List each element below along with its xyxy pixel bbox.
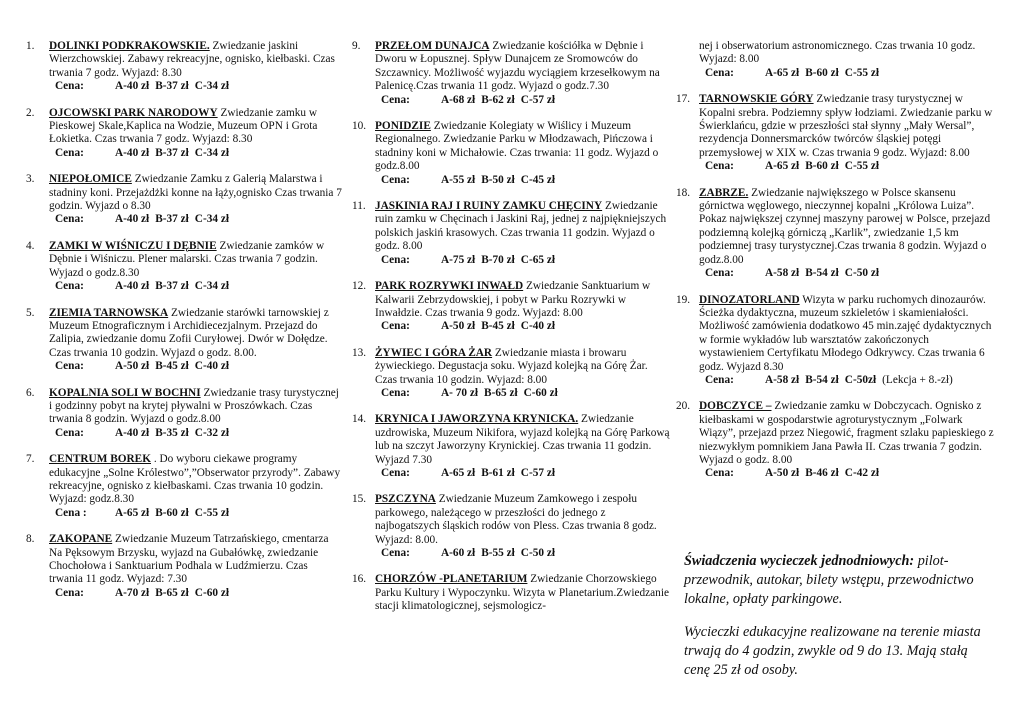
trip-title: ZIEMIA TARNOWSKA	[49, 306, 169, 319]
trip-item	[26, 173, 344, 227]
trip-item	[26, 240, 344, 294]
trip-price-row	[375, 320, 670, 333]
trip-description: Zwiedzanie Muzeum Zamkowego i zespołu parkowego, należącego w przeszłości do jednego z najbogatszych śląskich rodów von Pless. Czas trwania 8 godz. Wyjazd: 8.00.	[375, 493, 657, 546]
price-value: A-75 zł	[441, 253, 476, 266]
trip-item	[352, 413, 670, 480]
trip-price-row	[375, 174, 670, 187]
price-value: C-42 zł	[844, 467, 879, 480]
price-value: B-45 zł	[481, 320, 515, 333]
price-label: Cena:	[55, 80, 84, 93]
trip-price-row	[49, 360, 344, 373]
price-value: C-65 zł	[520, 253, 555, 266]
trip-price-row	[699, 374, 994, 387]
price-value: B-37 zł	[155, 213, 189, 226]
trip-title: PARK ROZRYWKI INWAŁD	[375, 280, 524, 293]
price-value: B-46 zł	[805, 467, 839, 480]
trip-item	[352, 493, 670, 560]
trip-price-row	[49, 427, 344, 440]
trip-title: NIEPOŁOMICE	[49, 173, 132, 186]
price-value: C-55 zł	[844, 66, 879, 79]
trip-title: PRZEŁOM DUNAJCA	[375, 40, 490, 52]
trip-item	[352, 120, 670, 187]
price-label: Cena:	[381, 320, 410, 333]
price-label: Cena:	[381, 547, 410, 559]
trip-price-row	[49, 80, 344, 93]
column-1	[26, 40, 344, 613]
price-value: C-60 zł	[194, 586, 229, 599]
trip-description: Zwiedzanie Muzeum Tatrzańskiego, cmentarza Na Pęksowym Brzysku, wyjazd na Gubałówkę, zwiedzanie Chochołowa i Sanktuarium Podhala w Ludźmierzu. Czas trwania 11 godz. Wyjazd: 7.30	[49, 533, 329, 586]
price-value: B-35 zł	[155, 426, 189, 439]
trip-description: Zwiedzanie starówki tarnowskiej z Muzeum Etnograficznym i Archidiecezjalnym. Przejazd do Zalipia, zwiedzanie domu Zofii Curyłowej. Dwór w Dołędze. Czas trwania 10 godzin. Wyjazd o godz. 8.00.	[49, 306, 329, 359]
trip-title: CHORZÓW -PLANETARIUM	[375, 573, 528, 586]
price-value: C-50 zł	[520, 547, 555, 559]
price-value: C-40 zł	[520, 320, 555, 333]
price-value: B-50 zł	[481, 173, 515, 186]
trip-title: ZAKOPANE	[49, 533, 113, 546]
trip-description: Zwiedzanie Chorzowskiego Parku Kultury i Wypoczynku. Wizyta w Planetarium.Zwiedzanie stacji klimatologicznej, sejsmologicz-	[375, 573, 669, 613]
trip-item	[26, 107, 344, 161]
trip-number: 4.	[26, 239, 35, 252]
trip-title: ZAMKI W WIŚNICZU I DĘBNIE	[49, 239, 217, 252]
trip-item	[676, 93, 994, 173]
trip-description: Wizyta w parku ruchomych dinozaurów. Ścieżka dydaktyczna, muzeum szkieletów i skamieniałości. Możliwość zamówienia dodatkowo 45 min.zajęć dydaktycznych w formie wykładów lub warsztatów zakończonych wystawieniem Certyfikatu Młodego Odkrywcy. Czas trwania 6 godz. Wyjazd 8.30	[699, 293, 992, 373]
trip-price-row	[49, 587, 344, 600]
trip-description: Zwiedzanie kościółka w Dębnie i Dworu w Łopusznej. Spływ Dunajcem ze Sromowców do Szczawnicy. Możliwość wyjazdu wyciągiem krzesełkowym na Palenicę.Czas trwania 11 godz. Wyjazd o godz.7.30	[375, 40, 660, 93]
price-label: Cena:	[55, 146, 84, 159]
price-value: B-65 zł	[484, 386, 518, 399]
price-value: A-58 zł	[765, 373, 800, 386]
price-value: A-50 zł	[115, 360, 150, 373]
price-extra: (Lekcja + 8.-zł)	[882, 373, 953, 386]
trip-price-row	[49, 507, 344, 520]
trip-number: 9.	[352, 40, 361, 52]
trip-title: ZABRZE.	[699, 186, 749, 199]
trip-title: KRYNICA I JAWORZYNA KRYNICKA.	[375, 413, 579, 426]
price-label: Cena:	[705, 373, 734, 386]
trip-title: KOPALNIA SOLI W BOCHNI	[49, 386, 201, 399]
trip-title: ŻYWIEC I GÓRA ŻAR	[375, 346, 493, 359]
price-label: Cena:	[705, 267, 734, 280]
trip-number: 11.	[352, 200, 366, 213]
price-label: Cena:	[381, 386, 410, 399]
column-3	[676, 40, 994, 494]
price-value: A-50 zł	[441, 320, 476, 333]
price-value: B-54 zł	[805, 373, 839, 386]
trip-number: 13.	[352, 346, 367, 359]
trip-price-row	[699, 160, 994, 173]
trip-price-row	[699, 267, 994, 280]
price-label: Cena:	[55, 280, 84, 293]
price-label: Cena:	[55, 213, 84, 226]
trip-number: 17.	[676, 93, 691, 106]
trip-description: Zwiedzanie jaskini Wierzchowskiej. Zabawy rekreacyjne, ognisko, kiełbaski. Czas trwania 7 godz. Wyjazd: 8.30	[49, 40, 335, 79]
trip-notes	[684, 552, 996, 694]
trip-number: 2.	[26, 106, 35, 119]
price-value: A-50 zł	[765, 467, 800, 480]
price-value: C-57 zł	[520, 466, 555, 479]
price-label: Cena:	[55, 426, 84, 439]
trip-price-row	[699, 67, 994, 80]
trip-price-row	[375, 547, 670, 560]
price-value: A-40 zł	[115, 80, 150, 93]
price-value: B-61 zł	[481, 466, 515, 479]
price-label: Cena:	[705, 66, 734, 79]
price-value: C-50 zł	[844, 267, 879, 280]
services-lead: Świadczenia wycieczek jednodniowych:	[684, 553, 915, 569]
price-value: C-55 zł	[844, 160, 879, 173]
price-value: A-65 zł	[441, 466, 476, 479]
price-value: B-60 zł	[805, 160, 839, 173]
trip-item	[676, 40, 994, 80]
price-value: B-62 zł	[481, 93, 515, 106]
price-label: Cena:	[381, 253, 410, 266]
trip-description: Zwiedzanie ruin zamku w Chęcinach i Jaskini Raj, jednej z najpiękniejszych polskich jaskiń krasowych. Czas trwania 11 godzin. Wyjazd o godz. 8.00	[375, 200, 667, 253]
trip-title: DOLINKI PODKRAKOWSKIE.	[49, 40, 210, 52]
trip-number: 18.	[676, 186, 691, 199]
price-value: C-60 zł	[523, 386, 558, 399]
price-label: Cena:	[381, 173, 410, 186]
trip-description: Zwiedzanie Sanktuarium w Kalwarii Zebrzydowskiej, i pobyt w Parku Rozrywki w Inwałdzie. Czas trwania 9 godz. Wyjazd: 8.00	[375, 280, 651, 319]
trip-number: 14.	[352, 413, 367, 426]
trip-description: Zwiedzanie Zamku z Galerią Malarstwa i stadniny koni. Przejażdżki konne na łąży,ognisko Czas trwania 7 godzin. Wyjazd o 8.30	[49, 173, 342, 213]
price-value: C-40 zł	[194, 360, 229, 373]
education-note: Wycieczki edukacyjne realizowane na terenie miasta trwają do 4 godzin, zwykle od 9 do 13. Mają stałą cenę 25 zł od osoby.	[684, 624, 981, 678]
trip-item	[26, 307, 344, 374]
price-value: A-58 zł	[765, 267, 800, 280]
price-value: C-34 zł	[194, 213, 229, 226]
price-value: C-45 zł	[520, 173, 555, 186]
trip-item	[352, 280, 670, 334]
trip-description: Zwiedzanie największego w Polsce skansenu górnictwa węglowego, nieczynnej kopalni „Królowa Luiza”. Pokaz największej czynnej maszyny parowej w Polsce, przejazd podziemną kolejką górniczą „Karlik”, zwiedzanie 1,5 km podziemnej trasy turystycznej.Czas trwania 8 godzin. Wyjazd o godz.8.00	[699, 186, 991, 266]
trip-price-row	[375, 254, 670, 267]
price-label: Cena:	[381, 93, 410, 106]
price-value: A-65 zł	[765, 160, 800, 173]
trip-item	[26, 40, 344, 94]
trip-number: 1.	[26, 40, 35, 52]
trip-description: Zwiedzanie uzdrowiska, Muzeum Nikifora, wyjazd kolejką na Górę Parkową lub na szczyt Jaworzyny Krynickiej. Czas trwania 11 godzin. Wyjazd 7.30	[375, 413, 670, 466]
trip-title: DINOZATORLAND	[699, 293, 800, 306]
trip-price-row	[49, 147, 344, 160]
trip-item	[26, 453, 344, 520]
trip-item	[676, 400, 994, 480]
trip-description: Zwiedzanie trasy turystycznej w Kopalni srebra. Podziemny spływ łodziami. Zwiedzanie parku w Świerklańcu, gdzie w przeszłości stał słynny „Mały Wersal”, rezydencja Donnersmarcków twórców śląskiej potęgi przemysłowej w XIX w. Czas trwania 9 godz. Wyjazd: 8.00	[699, 93, 993, 159]
trip-number: 7.	[26, 453, 35, 466]
price-value: C-50zł	[844, 373, 877, 386]
trip-item	[676, 294, 994, 388]
price-value: B-55 zł	[481, 547, 515, 559]
price-label: Cena:	[381, 466, 410, 479]
trip-number: 19.	[676, 293, 691, 306]
trip-number: 20.	[676, 400, 691, 413]
services-text: pilot-przewodnik, autokar, bilety wstępu, przewodnictwo lokalne, opłaty parkingowe.	[684, 553, 974, 607]
trip-description: Zwiedzanie zamku w Dobczycach. Ognisko z kiełbaskami w gospodarstwie agroturystycznym „Folwark Wiązy”, przejazd przez Niegowić, fragment szlaku papieskiego z niezwykłym pomnikiem Jana Pawła II. Czas trwania 7 godzin. Wyjazd o godz. 8.00	[699, 400, 994, 466]
price-value: B-45 zł	[155, 360, 189, 373]
price-value: C-55 zł	[194, 506, 229, 519]
price-value: C-34 zł	[194, 146, 229, 159]
trip-item	[352, 200, 670, 267]
price-value: A-40 zł	[115, 213, 150, 226]
price-value: B-65 zł	[155, 586, 189, 599]
price-value: C-34 zł	[194, 80, 229, 93]
trip-title: CENTRUM BOREK	[49, 453, 151, 466]
trip-number: 8.	[26, 533, 35, 546]
trip-description: Zwiedzanie zamków w Dębnie i Wiśniczu. Plener malarski. Czas trwania 7 godzin. Wyjazd o godz.8.30	[49, 239, 325, 279]
column-2	[352, 40, 670, 627]
price-value: A-40 zł	[115, 146, 150, 159]
trip-description: Zwiedzanie trasy turystycznej i godzinny pobyt na krytej pływalni w Proszówkach. Czas trwania 8 godzin. Wyjazd o godz.8.00	[49, 386, 339, 426]
trip-item	[352, 40, 670, 107]
trip-number: 5.	[26, 306, 35, 319]
trip-price-row	[375, 387, 670, 400]
trip-title: OJCOWSKI PARK NARODOWY	[49, 106, 218, 119]
trip-title: PSZCZYNA	[375, 493, 436, 506]
price-label: Cena :	[55, 506, 87, 519]
price-label: Cena:	[705, 160, 734, 173]
trip-title: DOBCZYCE –	[699, 400, 772, 413]
price-label: Cena:	[55, 586, 84, 599]
price-value: C-57 zł	[520, 93, 555, 106]
price-value: B-37 zł	[155, 80, 189, 93]
price-value: A-40 zł	[115, 280, 150, 293]
price-value: A- 70 zł	[441, 386, 479, 399]
price-value: A-65 zł	[115, 506, 150, 519]
trip-item	[26, 533, 344, 600]
trip-title: TARNOWSKIE GÓRY	[699, 93, 814, 106]
price-value: C-34 zł	[194, 280, 229, 293]
trip-number: 16.	[352, 573, 367, 586]
trip-number: 6.	[26, 386, 35, 399]
price-value: B-60 zł	[155, 506, 189, 519]
trip-description: nej i obserwatorium astronomicznego. Czas trwania 10 godz. Wyjazd: 8.00	[699, 40, 976, 66]
price-value: A-55 zł	[441, 173, 476, 186]
price-label: Cena:	[705, 467, 734, 480]
trip-description: Zwiedzanie zamku w Pieskowej Skale,Kaplica na Wodzie, Muzeum OPN i Grota Łokietka. Czas trwania 7 godz. Wyjazd: 8.30	[49, 106, 318, 146]
trip-price-row	[49, 213, 344, 226]
trip-title: JASKINIA RAJ I RUINY ZAMKU CHĘCINY	[375, 200, 603, 213]
trip-price-row	[375, 467, 670, 480]
price-label: Cena:	[55, 360, 84, 373]
trip-price-row	[375, 94, 670, 107]
price-value: A-60 zł	[441, 547, 476, 559]
price-value: B-60 zł	[805, 66, 839, 79]
services-note	[684, 552, 996, 609]
trip-number: 3.	[26, 173, 35, 186]
trip-item	[676, 187, 994, 281]
price-value: B-37 zł	[155, 146, 189, 159]
price-value: B-54 zł	[805, 267, 839, 280]
price-value: B-70 zł	[481, 253, 515, 266]
trip-number: 15.	[352, 493, 367, 506]
price-value: A-70 zł	[115, 586, 150, 599]
trip-item	[352, 347, 670, 401]
price-value: A-68 zł	[441, 93, 476, 106]
price-value: C-32 zł	[194, 426, 229, 439]
price-value: A-40 zł	[115, 426, 150, 439]
trip-number: 12.	[352, 280, 367, 293]
trip-description: Zwiedzanie miasta i browaru żywieckiego. Degustacja soku. Wyjazd kolejką na Górę Żar. Czas trwania 10 godzin. Wyjazd: 8.00	[375, 346, 648, 386]
price-value: A-65 zł	[765, 66, 800, 79]
trip-price-row	[49, 280, 344, 293]
trip-item	[352, 573, 670, 613]
trip-title: PONIDZIE	[375, 120, 431, 133]
trip-description: Zwiedzanie Kolegiaty w Wiślicy i Muzeum Regionalnego. Zwiedzanie Parku w Młodzawach, Pińczowa i stadniny koni w Michałowie. Czas trwania: 11 godz. Wyjazd o godz.8.00	[375, 120, 659, 173]
trip-description: . Do wyboru ciekawe programy edukacyjne „Solne Królestwo”,”Obserwator przyrody”. Zabawy rekreacyjne, ognisko z kiełbaskami. Czas trwania 10 godzin. Wyjazd: godz.8.30	[49, 453, 341, 506]
trip-price-row	[699, 467, 994, 480]
trip-number: 10.	[352, 120, 367, 133]
price-value: B-37 zł	[155, 280, 189, 293]
trip-item	[26, 387, 344, 441]
